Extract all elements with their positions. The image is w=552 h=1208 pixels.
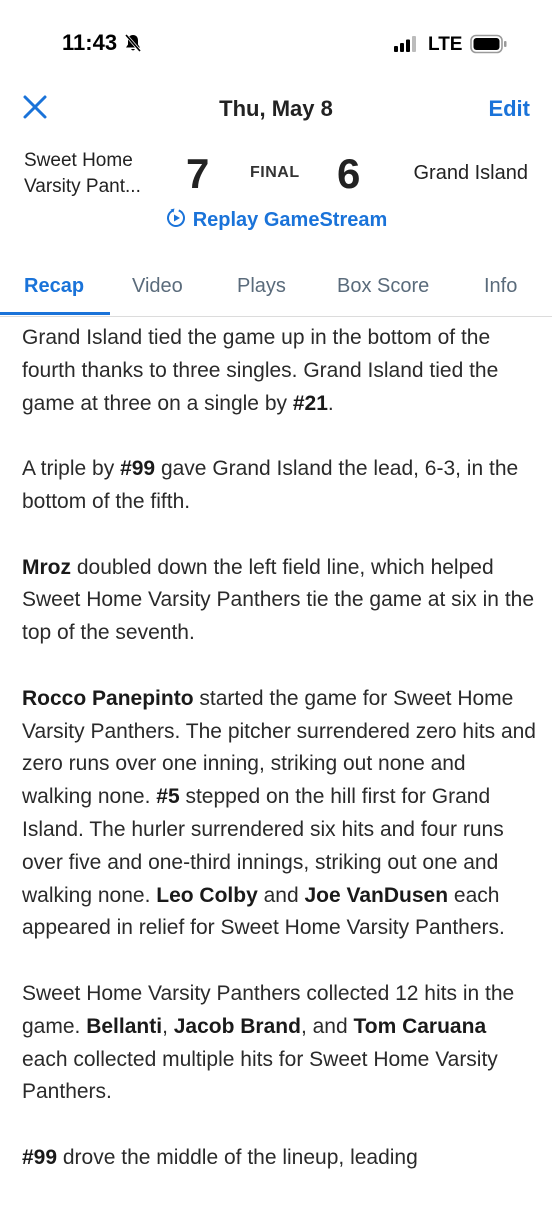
recap-text: each collected multiple hits for Sweet Home Varsity Panthers.	[22, 1047, 498, 1104]
player-name: Jacob Brand	[173, 1014, 301, 1038]
recap-text: Grand Island tied the game up in the bottom of the fourth thanks to three singles. Grand Island tied the game at three on a single by	[22, 326, 499, 415]
recap-paragraph	[22, 978, 536, 1109]
nav-bar	[0, 86, 552, 130]
recap-text: gave Grand Island the lead, 6-3, in the bottom of the fifth.	[22, 457, 519, 513]
player-name: Joe VanDusen	[304, 883, 449, 907]
tab-recap[interactable]: Recap	[24, 275, 85, 297]
player-name: #5	[156, 785, 180, 809]
player-name: Bellanti	[86, 1014, 163, 1038]
recap-text: A triple by	[22, 457, 121, 481]
active-tab-indicator	[0, 312, 110, 315]
recap-text: doubled down the left field line, which helped Sweet Home Varsity Panthers tie the game at six in the top of the seventh.	[22, 555, 535, 645]
away-team-name[interactable]: Grand Island	[413, 162, 528, 184]
player-name: Leo Colby	[156, 883, 258, 907]
player-name: Tom Caruana	[353, 1014, 487, 1038]
recap-text: drove the middle of the lineup, leading	[57, 1145, 418, 1169]
recap-paragraph	[22, 1142, 536, 1175]
game-status: FINAL	[250, 164, 300, 181]
battery-icon	[470, 34, 508, 59]
page-title: Thu, May 8	[219, 96, 333, 121]
recap-text: each appeared in relief for Sweet Home Varsity Panthers.	[22, 883, 505, 940]
home-score: 7	[186, 150, 210, 197]
player-name: #21	[292, 391, 328, 415]
recap-text: ,	[162, 1014, 174, 1038]
recap-text: and	[257, 883, 305, 907]
recap-text: , and	[300, 1014, 354, 1038]
player-name: Rocco Panepinto	[22, 686, 194, 710]
status-time: 11:43	[62, 30, 118, 55]
replay-label: Replay GameStream	[192, 208, 388, 231]
recap-text: Sweet Home Varsity Panthers collected 12 hits in the game.	[22, 981, 515, 1038]
away-score: 6	[337, 150, 361, 197]
network-type: LTE	[428, 34, 463, 55]
home-team-name[interactable]: Sweet Home Varsity Pant...	[24, 150, 141, 197]
tab-bar	[0, 264, 552, 317]
cellular-signal-icon	[394, 36, 420, 57]
player-name: #99	[22, 1145, 58, 1169]
recap-body	[22, 322, 536, 1208]
player-name: #99	[120, 457, 156, 481]
recap-paragraph	[22, 683, 536, 945]
scoreboard	[0, 146, 552, 208]
recap-text: stepped on the hill first for Grand Island. The hurler surrendered six hits and four runs over five and one-third innings, striking out one and walking none.	[22, 785, 504, 907]
edit-button[interactable]: Edit	[488, 96, 530, 121]
replay-icon	[165, 206, 187, 234]
recap-paragraph	[22, 322, 536, 420]
tab-video[interactable]: Video	[132, 275, 183, 297]
tab-box-score[interactable]: Box Score	[337, 275, 430, 297]
recap-text: started the game for Sweet Home Varsity Panthers. The pitcher surrendered zero hits and zero runs over one inning, striking out none and walking none.	[22, 686, 536, 809]
player-name: Mroz	[22, 555, 71, 579]
recap-paragraph	[22, 453, 536, 519]
bell-slash-icon	[123, 33, 143, 58]
replay-gamestream-link[interactable]	[0, 206, 552, 234]
recap-paragraph	[22, 552, 536, 650]
tab-info[interactable]: Info	[484, 275, 518, 297]
status-bar	[0, 0, 552, 90]
recap-text: .	[327, 391, 334, 415]
tab-plays[interactable]: Plays	[237, 275, 286, 297]
